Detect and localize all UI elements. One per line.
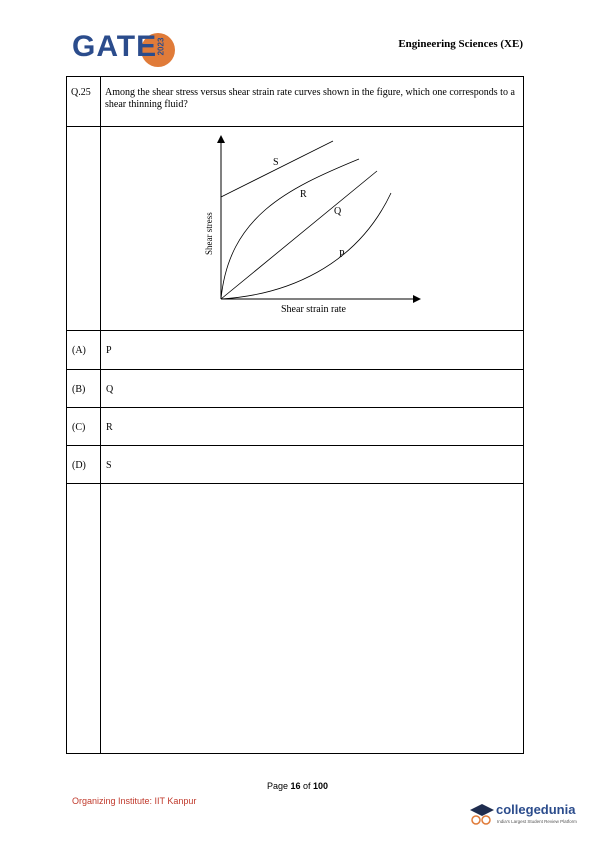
option-label: (A) [67, 331, 101, 370]
brand-tagline: India's Largest Student Review Platform [497, 819, 577, 824]
shear-curves-figure [101, 127, 523, 327]
option-row-b [67, 370, 524, 408]
option-row-c [67, 408, 524, 446]
gate-logo [72, 28, 182, 72]
option-row-a [67, 331, 524, 370]
option-text: Q [101, 370, 524, 408]
gate-logo-year: 2023 [156, 37, 166, 56]
option-text: R [101, 408, 524, 446]
option-text: P [101, 331, 524, 370]
label-q: Q [334, 206, 342, 217]
curve-p [221, 193, 391, 299]
gate-logo-text: GATE [72, 30, 158, 63]
curve-s [221, 141, 333, 197]
label-s: S [273, 157, 279, 168]
option-label: (D) [67, 446, 101, 484]
curve-q [221, 171, 377, 299]
organizing-institute: Organizing Institute: IIT Kanpur [72, 796, 197, 806]
label-r: R [300, 189, 307, 200]
blank-answer-row [67, 484, 524, 754]
option-label: (B) [67, 370, 101, 408]
graduation-cap-icon [466, 800, 494, 830]
page-number: Page 16 of 100 [266, 781, 329, 791]
question-row [67, 77, 524, 127]
collegedunia-logo [466, 796, 576, 830]
question-text: Among the shear stress versus shear strain rate curves shown in the figure, which one corresponds to a shear thinning fluid? [101, 77, 524, 127]
question-table [66, 76, 524, 754]
y-axis-label: Shear stress [204, 212, 214, 255]
option-text: S [101, 446, 524, 484]
option-row-d [67, 446, 524, 484]
curve-r [221, 159, 359, 299]
exam-title: Engineering Sciences (XE) [398, 38, 523, 50]
figure-row [67, 127, 524, 331]
brand-name: collegedunia [496, 802, 576, 817]
figure-cell [101, 127, 524, 331]
x-axis-label: Shear strain rate [281, 304, 346, 315]
option-label: (C) [67, 408, 101, 446]
label-p: P [339, 249, 345, 260]
question-number: Q.25 [67, 77, 101, 127]
